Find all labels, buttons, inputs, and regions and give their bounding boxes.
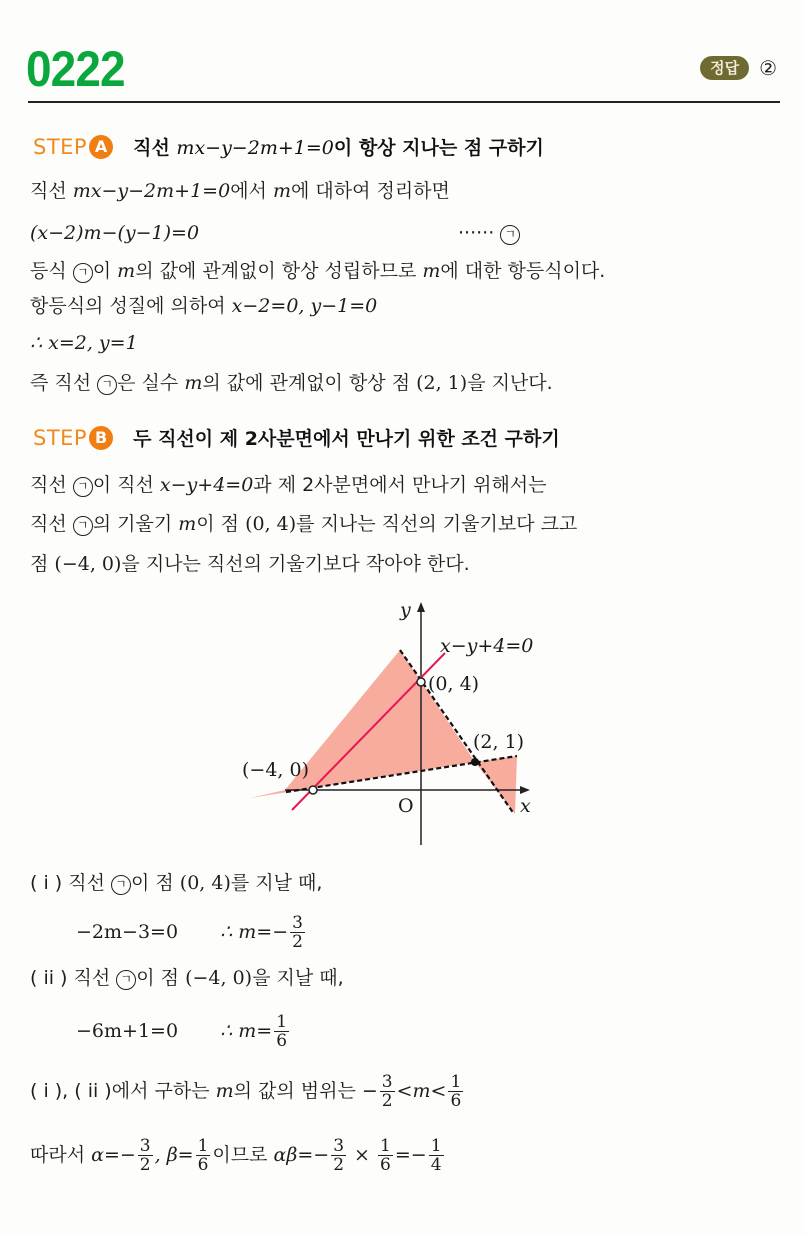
equation: x−y+4=0 — [159, 474, 254, 496]
step-a-line-1 — [30, 178, 450, 204]
range-statement — [30, 1073, 465, 1110]
line-equation-label: x−y+4=0 — [440, 635, 534, 657]
text: ( i ), ( ii )에서 구하는 — [30, 1080, 216, 1102]
equation-reference — [458, 220, 520, 246]
numerator: 3 — [333, 1136, 345, 1156]
denominator: 6 — [197, 1155, 209, 1175]
fraction — [448, 1073, 463, 1110]
denominator: 6 — [380, 1155, 391, 1175]
text: 점 — [30, 553, 55, 575]
text: 의 값에 관계없이 항상 점 — [202, 372, 417, 394]
point-label-m4-0: (−4, 0) — [242, 759, 310, 781]
circled-giyeok-icon: ㄱ — [116, 970, 136, 990]
text: 즉 직선 — [30, 372, 98, 394]
circled-giyeok-icon: ㄱ — [500, 225, 520, 245]
title-math: mx−y−2m+1=0 — [176, 137, 334, 159]
y-axis-label: y — [400, 599, 411, 621]
variable-m: m — [117, 260, 136, 282]
case-1-equation — [76, 914, 307, 951]
text: 에서 — [230, 180, 273, 202]
point-label-2-1: (2, 1) — [473, 731, 525, 753]
shaded-region-right — [475, 756, 517, 814]
fraction-1-6 — [274, 1013, 289, 1050]
step-a-line-3 — [30, 258, 605, 284]
title-text: 직선 — [133, 137, 177, 159]
times-sign: × — [348, 1144, 377, 1166]
title-text: 이 항상 지나는 점 구하기 — [333, 137, 544, 159]
equation: −2m−3=0 — [76, 921, 179, 943]
step-a-line-2 — [30, 220, 550, 246]
text: 은 실수 — [117, 372, 185, 394]
text: 이 점 — [130, 872, 180, 894]
point: (0, 4) — [245, 513, 297, 535]
variable-m: m — [215, 1080, 234, 1102]
circled-giyeok-icon: ㄱ — [73, 516, 93, 536]
step-a-badge-icon: A — [89, 135, 113, 159]
circled-giyeok-icon: ㄱ — [73, 477, 93, 497]
inequality: <m< — [396, 1080, 447, 1102]
variable-m: m — [272, 180, 291, 202]
y-axis-arrow-icon — [417, 602, 425, 612]
text: 직선 — [30, 180, 73, 202]
step-a-heading — [33, 133, 544, 160]
text: 직선 — [30, 474, 73, 496]
open-point-0-4 — [417, 678, 425, 686]
text: 의 기울기 — [92, 513, 179, 535]
denominator: 2 — [381, 1091, 393, 1111]
fraction — [378, 1137, 393, 1174]
solution: ∴ x=2, y=1 — [30, 332, 138, 354]
text: 에 대하여 정리하면 — [290, 180, 450, 202]
answer-area — [700, 56, 777, 80]
step-label: STEP — [33, 134, 88, 159]
text: 항등식의 성질에 의하여 — [30, 295, 232, 317]
circled-giyeok-icon: ㄱ — [97, 375, 117, 395]
point-label-0-4: (0, 4) — [428, 673, 480, 695]
equation: x−2=0, y−1=0 — [231, 295, 378, 317]
numerator: 3 — [139, 1136, 151, 1156]
step-b-line-1 — [30, 472, 547, 498]
denominator: 6 — [450, 1091, 462, 1111]
result: ∴ m=− — [220, 921, 289, 943]
numerator: 1 — [197, 1136, 209, 1156]
answer-value: ② — [759, 56, 777, 80]
text: 를 지나는 직선의 기울기보다 크고 — [296, 513, 578, 535]
fraction — [138, 1137, 153, 1174]
text: 을 지날 때, — [252, 967, 344, 989]
text: 등식 — [30, 260, 73, 282]
case-2-equation — [76, 1013, 291, 1050]
numerator: 1 — [276, 1012, 288, 1032]
variable-m: m — [178, 513, 197, 535]
answer-badge: 정답 — [700, 56, 749, 80]
fraction — [429, 1137, 444, 1174]
product: αβ=− — [273, 1144, 330, 1166]
text: 이 직선 — [92, 474, 160, 496]
problem-number: 0222 — [26, 41, 125, 97]
equation: −6m+1=0 — [76, 1020, 179, 1042]
x-axis-arrow-icon — [520, 786, 530, 794]
numerator: 3 — [381, 1072, 393, 1092]
step-b-line-2 — [30, 511, 577, 537]
fraction-3-2 — [290, 914, 305, 951]
denominator: 2 — [139, 1155, 151, 1175]
final-answer-statement — [30, 1137, 446, 1174]
point: (−4, 0) — [54, 553, 122, 575]
point: (−4, 0) — [185, 967, 253, 989]
text: 이 — [92, 260, 118, 282]
case-label: ( ii ) — [30, 967, 68, 989]
text: 직선 — [68, 872, 111, 894]
equation-1: (x−2)m−(y−1)=0 — [30, 222, 200, 244]
text: 를 지날 때, — [230, 872, 323, 894]
numerator: 1 — [380, 1136, 391, 1156]
text: 을 지난다. — [467, 372, 553, 394]
text: 의 값에 관계없이 항상 성립하므로 — [135, 260, 423, 282]
point: (0, 4) — [179, 872, 231, 894]
alpha-value: α=− — [91, 1144, 136, 1166]
variable-m: m — [422, 260, 441, 282]
case-1-heading — [30, 870, 322, 896]
equation: mx−y−2m+1=0 — [72, 180, 231, 202]
x-axis-label: x — [520, 795, 531, 817]
point: (2, 1) — [416, 372, 468, 394]
origin-label: O — [398, 795, 414, 817]
denominator: 2 — [333, 1155, 345, 1175]
dots: ······ — [458, 222, 495, 244]
denominator: 4 — [430, 1155, 442, 1175]
fraction — [331, 1137, 346, 1174]
text: 직선 — [73, 967, 117, 989]
text: 과 제 2사분면에서 만나기 위해서는 — [253, 474, 547, 496]
step-a-line-4 — [30, 293, 377, 319]
step-a-title — [133, 133, 544, 160]
equals-sign: =− — [394, 1144, 427, 1166]
closed-point-2-1 — [471, 758, 479, 766]
case-label: ( i ) — [30, 872, 63, 894]
circled-giyeok-icon: ㄱ — [73, 263, 93, 283]
text: 의 값의 범위는 − — [233, 1080, 378, 1102]
step-b-title: 두 직선이 제 2사분면에서 만나기 위한 조건 구하기 — [133, 428, 560, 450]
step-a-line-6 — [30, 370, 553, 396]
text: 따라서 — [30, 1144, 92, 1166]
denominator: 6 — [276, 1031, 288, 1051]
step-label: STEP — [33, 425, 88, 450]
fraction — [196, 1137, 211, 1174]
step-a-line-5 — [30, 330, 138, 356]
variable-m: m — [184, 372, 203, 394]
open-point-m4-0 — [309, 786, 317, 794]
text: 직선 — [30, 513, 73, 535]
text: 이므로 — [212, 1144, 274, 1166]
step-b-heading — [33, 424, 560, 451]
text: 이 점 — [136, 967, 186, 989]
denominator: 2 — [292, 932, 303, 952]
text: 에 대한 항등식이다. — [440, 260, 606, 282]
circled-giyeok-icon: ㄱ — [111, 875, 131, 895]
numerator: 1 — [430, 1136, 442, 1156]
step-b-badge-icon: B — [89, 426, 113, 450]
numerator: 3 — [292, 913, 303, 933]
result: ∴ m= — [220, 1020, 273, 1042]
text: 을 지나는 직선의 기울기보다 작아야 한다. — [121, 553, 470, 575]
step-b-line-3 — [30, 551, 470, 577]
text: 이 점 — [196, 513, 246, 535]
beta-value: , β= — [154, 1144, 194, 1166]
coordinate-graph — [230, 590, 580, 850]
header-divider — [28, 101, 780, 103]
fraction — [380, 1073, 395, 1110]
case-2-heading — [30, 965, 344, 991]
numerator: 1 — [450, 1072, 462, 1092]
